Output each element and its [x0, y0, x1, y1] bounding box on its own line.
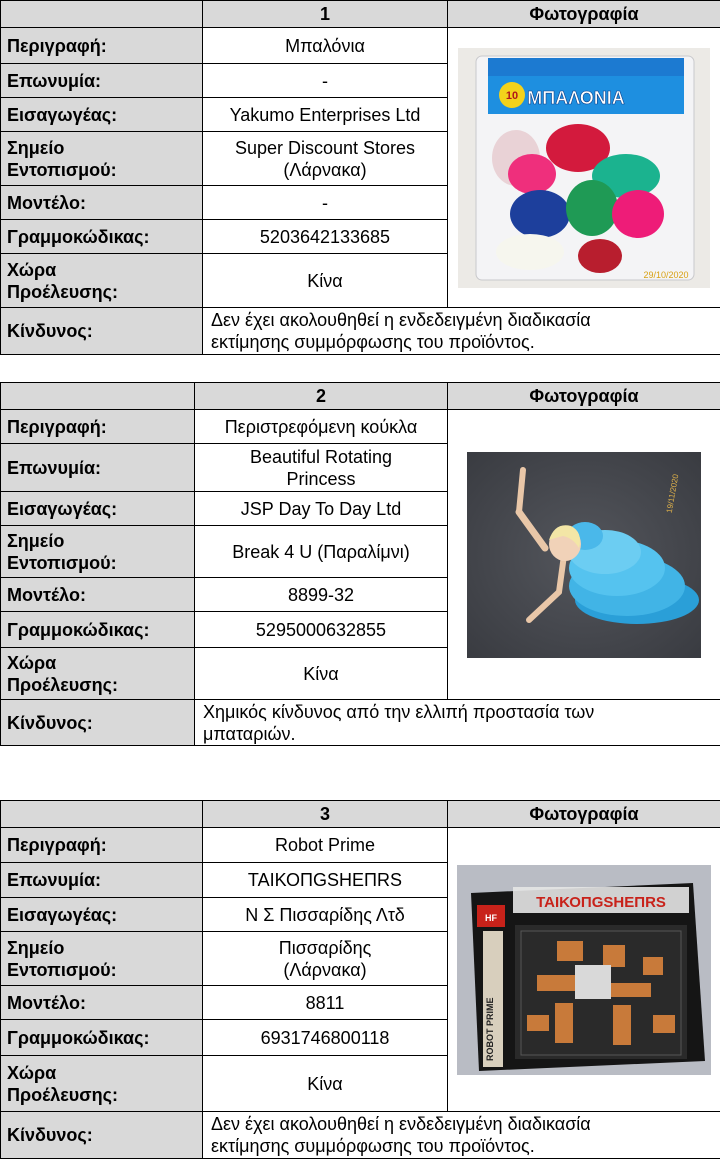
photo-header: Φωτογραφία	[448, 383, 720, 410]
model-value: 8811	[203, 986, 448, 1020]
barcode-label: Γραμμοκώδικας:	[1, 1020, 203, 1056]
location-label: Σημείο Εντοπισμού:	[1, 932, 203, 986]
importer-value: JSP Day To Day Ltd	[195, 492, 448, 526]
risk-value: Δεν έχει ακολουθηθεί η ενδεδειγμένη διαδικασία εκτίμησης συμμόρφωσης του προϊόντος.	[203, 1112, 720, 1159]
barcode-label: Γραμμοκώδικας:	[1, 220, 203, 254]
balloon-icon	[496, 234, 564, 270]
balloon-icon	[510, 190, 570, 238]
photo-header: Φωτογραφία	[448, 801, 720, 828]
importer-label: Εισαγωγέας:	[1, 898, 203, 932]
risk-label: Κίνδυνος:	[1, 1112, 203, 1159]
brand-label: Επωνυμία:	[1, 863, 203, 898]
origin-value: Κίνα	[203, 254, 448, 308]
product-number: 1	[203, 1, 448, 28]
product-table-2	[0, 382, 720, 746]
product-table-1	[0, 0, 720, 355]
barcode-value: 6931746800118	[203, 1020, 448, 1056]
photo-cell	[448, 28, 720, 308]
rotating-doll-photo	[467, 452, 701, 658]
photo-date-stamp: 29/10/2020	[643, 269, 689, 280]
location-label: Σημείο Εντοπισμού:	[1, 526, 195, 578]
description-value: Robot Prime	[203, 828, 448, 863]
origin-label: Χώρα Προέλευσης:	[1, 1056, 203, 1112]
importer-value: Ν Σ Πισσαρίδης Λτδ	[203, 898, 448, 932]
box-side-label: ROBOT PRIME	[485, 996, 495, 1061]
risk-label: Κίνδυνος:	[1, 700, 195, 746]
location-value: Super Discount Stores (Λάρνακα)	[203, 132, 448, 186]
svg-text:10: 10	[505, 89, 519, 102]
photo-header: Φωτογραφία	[448, 1, 720, 28]
brand-label: Επωνυμία:	[1, 444, 195, 492]
barcode-value: 5203642133685	[203, 220, 448, 254]
balloons-package-photo	[458, 48, 710, 288]
header-empty-cell	[1, 383, 195, 410]
header-empty-cell	[1, 801, 203, 828]
box-title: ΤΑΙΚΟΠGSHEΠRS	[536, 893, 666, 911]
brand-value: -	[203, 64, 448, 98]
importer-value: Yakumo Enterprises Ltd	[203, 98, 448, 132]
model-label: Μοντέλο:	[1, 986, 203, 1020]
header-empty-cell	[1, 1, 203, 28]
model-label: Μοντέλο:	[1, 578, 195, 612]
description-value: Περιστρεφόμενη κούκλα	[195, 410, 448, 444]
location-label: Σημείο Εντοπισμού:	[1, 132, 203, 186]
product-number: 2	[195, 383, 448, 410]
origin-label: Χώρα Προέλευσης:	[1, 254, 203, 308]
description-label: Περιγραφή:	[1, 828, 203, 863]
risk-value: Δεν έχει ακολουθηθεί η ενδεδειγμένη διαδικασία εκτίμησης συμμόρφωσης του προϊόντος.	[203, 308, 720, 355]
barcode-value: 5295000632855	[195, 612, 448, 648]
risk-value: Χημικός κίνδυνος από την ελλιπή προστασία των μπαταριών.	[195, 700, 720, 746]
photo-cell	[448, 828, 720, 1112]
svg-text:HF: HF	[485, 912, 497, 923]
product-number: 3	[203, 801, 448, 828]
photo-date-stamp: 19/11/2020	[664, 472, 681, 514]
importer-label: Εισαγωγέας:	[1, 98, 203, 132]
importer-label: Εισαγωγέας:	[1, 492, 195, 526]
description-label: Περιγραφή:	[1, 410, 195, 444]
origin-label: Χώρα Προέλευσης:	[1, 648, 195, 700]
origin-value: Κίνα	[203, 1056, 448, 1112]
origin-value: Κίνα	[195, 648, 448, 700]
balloon-icon	[566, 180, 618, 236]
location-value: Break 4 U (Παραλίμνι)	[195, 526, 448, 578]
balloon-icon	[612, 190, 664, 238]
balloon-icon	[508, 154, 556, 194]
robot-box-photo	[457, 865, 711, 1075]
model-value: 8899-32	[195, 578, 448, 612]
package-label: ΜΠΑΛΟΝΙΑ	[527, 87, 625, 108]
photo-cell	[448, 410, 720, 700]
description-value: Μπαλόνια	[203, 28, 448, 64]
model-value: -	[203, 186, 448, 220]
location-value: Πισσαρίδης (Λάρνακα)	[203, 932, 448, 986]
product-table-3	[0, 800, 720, 1159]
balloon-icon	[578, 239, 622, 273]
description-label: Περιγραφή:	[1, 28, 203, 64]
model-label: Μοντέλο:	[1, 186, 203, 220]
brand-label: Επωνυμία:	[1, 64, 203, 98]
brand-value: Beautiful Rotating Princess	[195, 444, 448, 492]
risk-label: Κίνδυνος:	[1, 308, 203, 355]
brand-value: ΤΑΙΚΟΠGSHEΠRS	[203, 863, 448, 898]
barcode-label: Γραμμοκώδικας:	[1, 612, 195, 648]
doll-arm	[519, 470, 523, 512]
